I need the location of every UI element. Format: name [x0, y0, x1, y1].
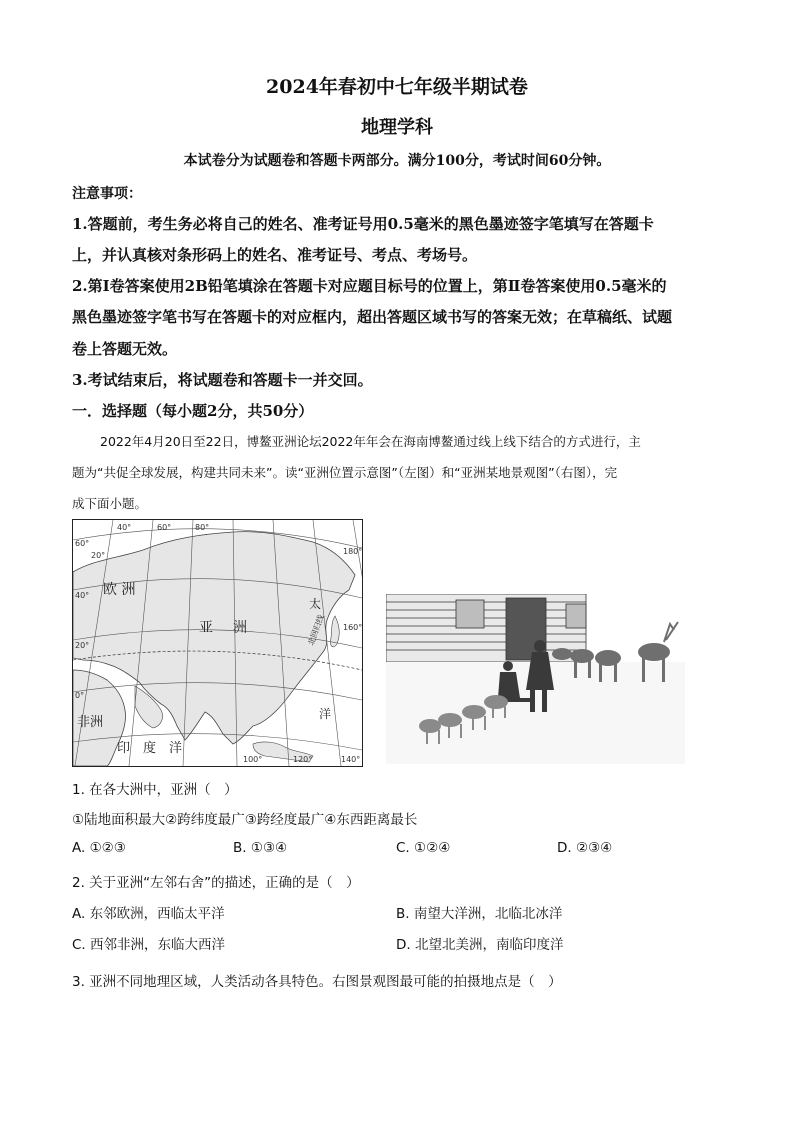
map-svg [73, 520, 362, 766]
asia-location-map [72, 519, 363, 767]
map-label-europe: 欧 洲 [103, 582, 136, 598]
question-1-option-c[interactable]: C. ①②④ [396, 840, 451, 856]
question-1-option-b[interactable]: B. ①③④ [233, 840, 288, 856]
tick-lon-160: 160° [343, 623, 362, 632]
tick-lat-40: 40° [75, 591, 90, 600]
tick-lon-140: 140° [341, 755, 361, 764]
exam-title: 2024年春初中七年级半期试卷 [266, 76, 528, 98]
tick-lon-180: 180° [343, 547, 362, 556]
section-heading: 一．选择题（每小题2分，共50分） [72, 402, 314, 420]
question-3-stem: 3. 亚洲不同地理区域，人类活动各具特色。右图景观图最可能的拍摄地点是（ ） [72, 974, 562, 990]
tick-lon-20: 20° [91, 551, 106, 560]
map-label-pacific-2: 洋 [319, 707, 332, 721]
notes-line-2: 上，并认真核对条形码上的姓名、准考证号、考点、考场号。 [72, 246, 478, 264]
notes-line-1: 1.答题前，考生务必将自己的姓名、准考证号用0.5毫米的黑色墨迹签字笔填写在答题卡 [72, 215, 654, 233]
exam-intro: 本试卷分为试题卷和答题卡两部分。满分100分，考试时间60分钟。 [183, 153, 611, 169]
question-2-option-a[interactable]: A. 东邻欧洲，西临太平洋 [72, 906, 225, 922]
question-2-stem: 2. 关于亚洲“左邻右舍”的描述，正确的是（ ） [72, 875, 360, 891]
subject-title: 地理学科 [361, 117, 433, 138]
map-label-tropic: 北回归线 [306, 613, 326, 647]
map-label-asia-2: 洲 [233, 620, 247, 636]
notes-line-3: 2.第Ⅰ卷答案使用2B铅笔填涂在答题卡对应题目标号的位置上，第Ⅱ卷答案使用0.5毫米的 [72, 277, 667, 295]
map-label-africa: 非洲 [77, 715, 104, 730]
tick-lon-120: 120° [293, 755, 313, 764]
tick-lon-100: 100° [243, 755, 263, 764]
photo-svg [386, 594, 685, 764]
tick-lat-20: 20° [75, 641, 90, 650]
question-1-option-a[interactable]: A. ①②③ [72, 840, 126, 856]
landscape-photo [386, 594, 685, 764]
question-2-option-b[interactable]: B. 南望大洋洲，北临北冰洋 [396, 906, 563, 922]
notes-heading: 注意事项： [72, 186, 142, 202]
tick-lon-40: 40° [117, 523, 132, 532]
question-1-option-d[interactable]: D. ②③④ [557, 840, 613, 856]
notes-line-5: 卷上答题无效。 [72, 340, 178, 358]
passage-line-1: 2022年4月20日至22日，博鳌亚洲论坛2022年年会在海南博鳌通过线上线下结合的方式进行，主 [100, 434, 641, 449]
map-label-pacific-1: 太 [309, 597, 322, 611]
map-label-asia-1: 亚 [199, 620, 213, 636]
question-1-stem: 1. 在各大洲中，亚洲（ ） [72, 782, 238, 798]
question-2-option-c[interactable]: C. 西邻非洲，东临大西洋 [72, 937, 226, 953]
notes-line-4: 黑色墨迹签字笔书写在答题卡的对应框内，超出答题区域书写的答案无效；在草稿纸、试题 [72, 308, 673, 326]
question-2-option-d[interactable]: D. 北望北美洲，南临印度洋 [396, 937, 564, 953]
tick-lon-60: 60° [157, 523, 172, 532]
map-label-indian-ocean: 印 度 洋 [117, 741, 183, 756]
passage-line-2: 题为“共促全球发展，构建共同未来”。读“亚洲位置示意图”（左图）和“亚洲某地景观图”（右图），完 [72, 465, 618, 480]
question-1-statement: ①陆地面积最大②跨纬度最广③跨经度最广④东西距离最长 [72, 812, 418, 828]
tick-lat-0: 0° [75, 691, 85, 700]
tick-lon-80: 80° [195, 523, 210, 532]
notes-line-6: 3.考试结束后，将试题卷和答题卡一并交回。 [72, 371, 373, 389]
passage-line-3: 成下面小题。 [72, 496, 148, 511]
tick-lat-60: 60° [75, 539, 90, 548]
